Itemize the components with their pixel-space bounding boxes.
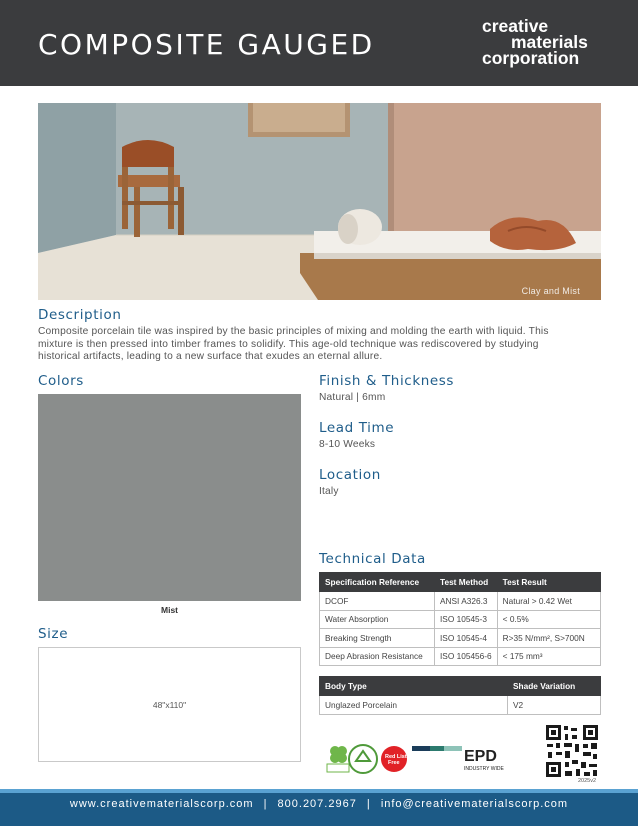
- location-heading: Location: [319, 467, 381, 483]
- qr-code-icon[interactable]: [545, 724, 599, 778]
- table-cell: Deep Abrasion Resistance: [320, 647, 435, 666]
- size-value: 48"x110": [152, 700, 187, 710]
- column-header: Test Method: [435, 573, 498, 592]
- company-logo[interactable]: [482, 18, 612, 66]
- table-cell: DCOF: [320, 592, 435, 611]
- footer-separator: |: [263, 798, 268, 810]
- red-list-line-1: Red List: [385, 754, 407, 760]
- column-header: Shade Variation: [508, 677, 601, 696]
- page-title: COMPOSITE GAUGED: [38, 28, 375, 61]
- footer-separator: |: [366, 798, 371, 810]
- finish-value: Natural | 6mm: [319, 392, 386, 403]
- table-header-row: [320, 573, 601, 592]
- red-list-line-2: Free: [388, 760, 400, 766]
- epd-logo: [412, 746, 504, 772]
- leed-clover-icon: [327, 746, 349, 772]
- epd-label: EPD: [464, 748, 497, 765]
- description-heading: Description: [38, 307, 122, 323]
- table-cell: Water Absorption: [320, 610, 435, 629]
- table-cell: V2: [508, 696, 601, 715]
- table-cell: ISO 105456-6: [435, 647, 498, 666]
- logo-line-1: creative: [482, 16, 549, 36]
- header-bar: [0, 0, 638, 86]
- table-row: [320, 647, 601, 666]
- table-cell: ANSI A326.3: [435, 592, 498, 611]
- hero-image: [38, 103, 601, 300]
- body-type-table: [319, 676, 601, 715]
- column-header: Body Type: [320, 677, 508, 696]
- footer-website-link[interactable]: www.creativematerialscorp.com: [69, 798, 254, 810]
- description-text: [38, 326, 608, 364]
- table-header-row: [320, 677, 601, 696]
- column-header: Test Result: [497, 573, 600, 592]
- table-row: [320, 610, 601, 629]
- column-header: Specification Reference: [320, 573, 435, 592]
- table-row: [320, 629, 601, 648]
- color-swatch-label: Mist: [161, 605, 178, 615]
- red-list-free-icon: [381, 746, 407, 772]
- table-cell: < 0.5%: [497, 610, 600, 629]
- footer-email-link[interactable]: info@creativematerialscorp.com: [380, 798, 569, 810]
- lead-time-value: 8-10 Weeks: [319, 439, 376, 450]
- table-cell: Breaking Strength: [320, 629, 435, 648]
- logo-line-3: corporation: [482, 48, 580, 68]
- table-cell: ISO 10545-4: [435, 629, 498, 648]
- hero-caption: Clay and Mist: [521, 286, 580, 296]
- size-box: [38, 647, 301, 762]
- color-swatch-mist[interactable]: [38, 394, 301, 601]
- badges-row: [325, 742, 525, 776]
- table-row: [320, 592, 601, 611]
- lead-time-heading: Lead Time: [319, 420, 395, 436]
- description-line-3: historical artifacts, leading to a new surface that exudes an eternal allure.: [38, 351, 383, 362]
- colors-heading: Colors: [38, 373, 84, 389]
- table-cell: R>35 N/mm², S>700N: [497, 629, 600, 648]
- table-cell: Unglazed Porcelain: [320, 696, 508, 715]
- table-cell: < 175 mm³: [497, 647, 600, 666]
- certification-badges: [325, 742, 525, 776]
- version-label: 2025v2: [578, 778, 597, 784]
- description-line-1: Composite porcelain tile was inspired by the basic principles of mixing and molding the earth with liquid. This: [38, 326, 549, 337]
- table-cell: Natural > 0.42 Wet: [497, 592, 600, 611]
- technical-data-table: [319, 572, 601, 666]
- size-heading: Size: [38, 626, 69, 642]
- finish-heading: Finish & Thickness: [319, 373, 455, 389]
- table-row: [320, 696, 601, 715]
- location-value: Italy: [319, 486, 339, 497]
- recycle-icon: [349, 745, 377, 773]
- table-cell: ISO 10545-3: [435, 610, 498, 629]
- epd-subtitle: INDUSTRY WIDE: [464, 766, 504, 772]
- logo-line-2: materials: [511, 32, 588, 52]
- footer-phone-link[interactable]: 800.207.2967: [277, 798, 357, 810]
- footer-bar: [0, 793, 638, 826]
- room-scene-illustration: [38, 103, 601, 300]
- technical-data-heading: Technical Data: [319, 551, 426, 567]
- description-line-2: mixture is then pressed into timber frames to solidify. This age-old technique was rediscovered by studying: [38, 338, 539, 350]
